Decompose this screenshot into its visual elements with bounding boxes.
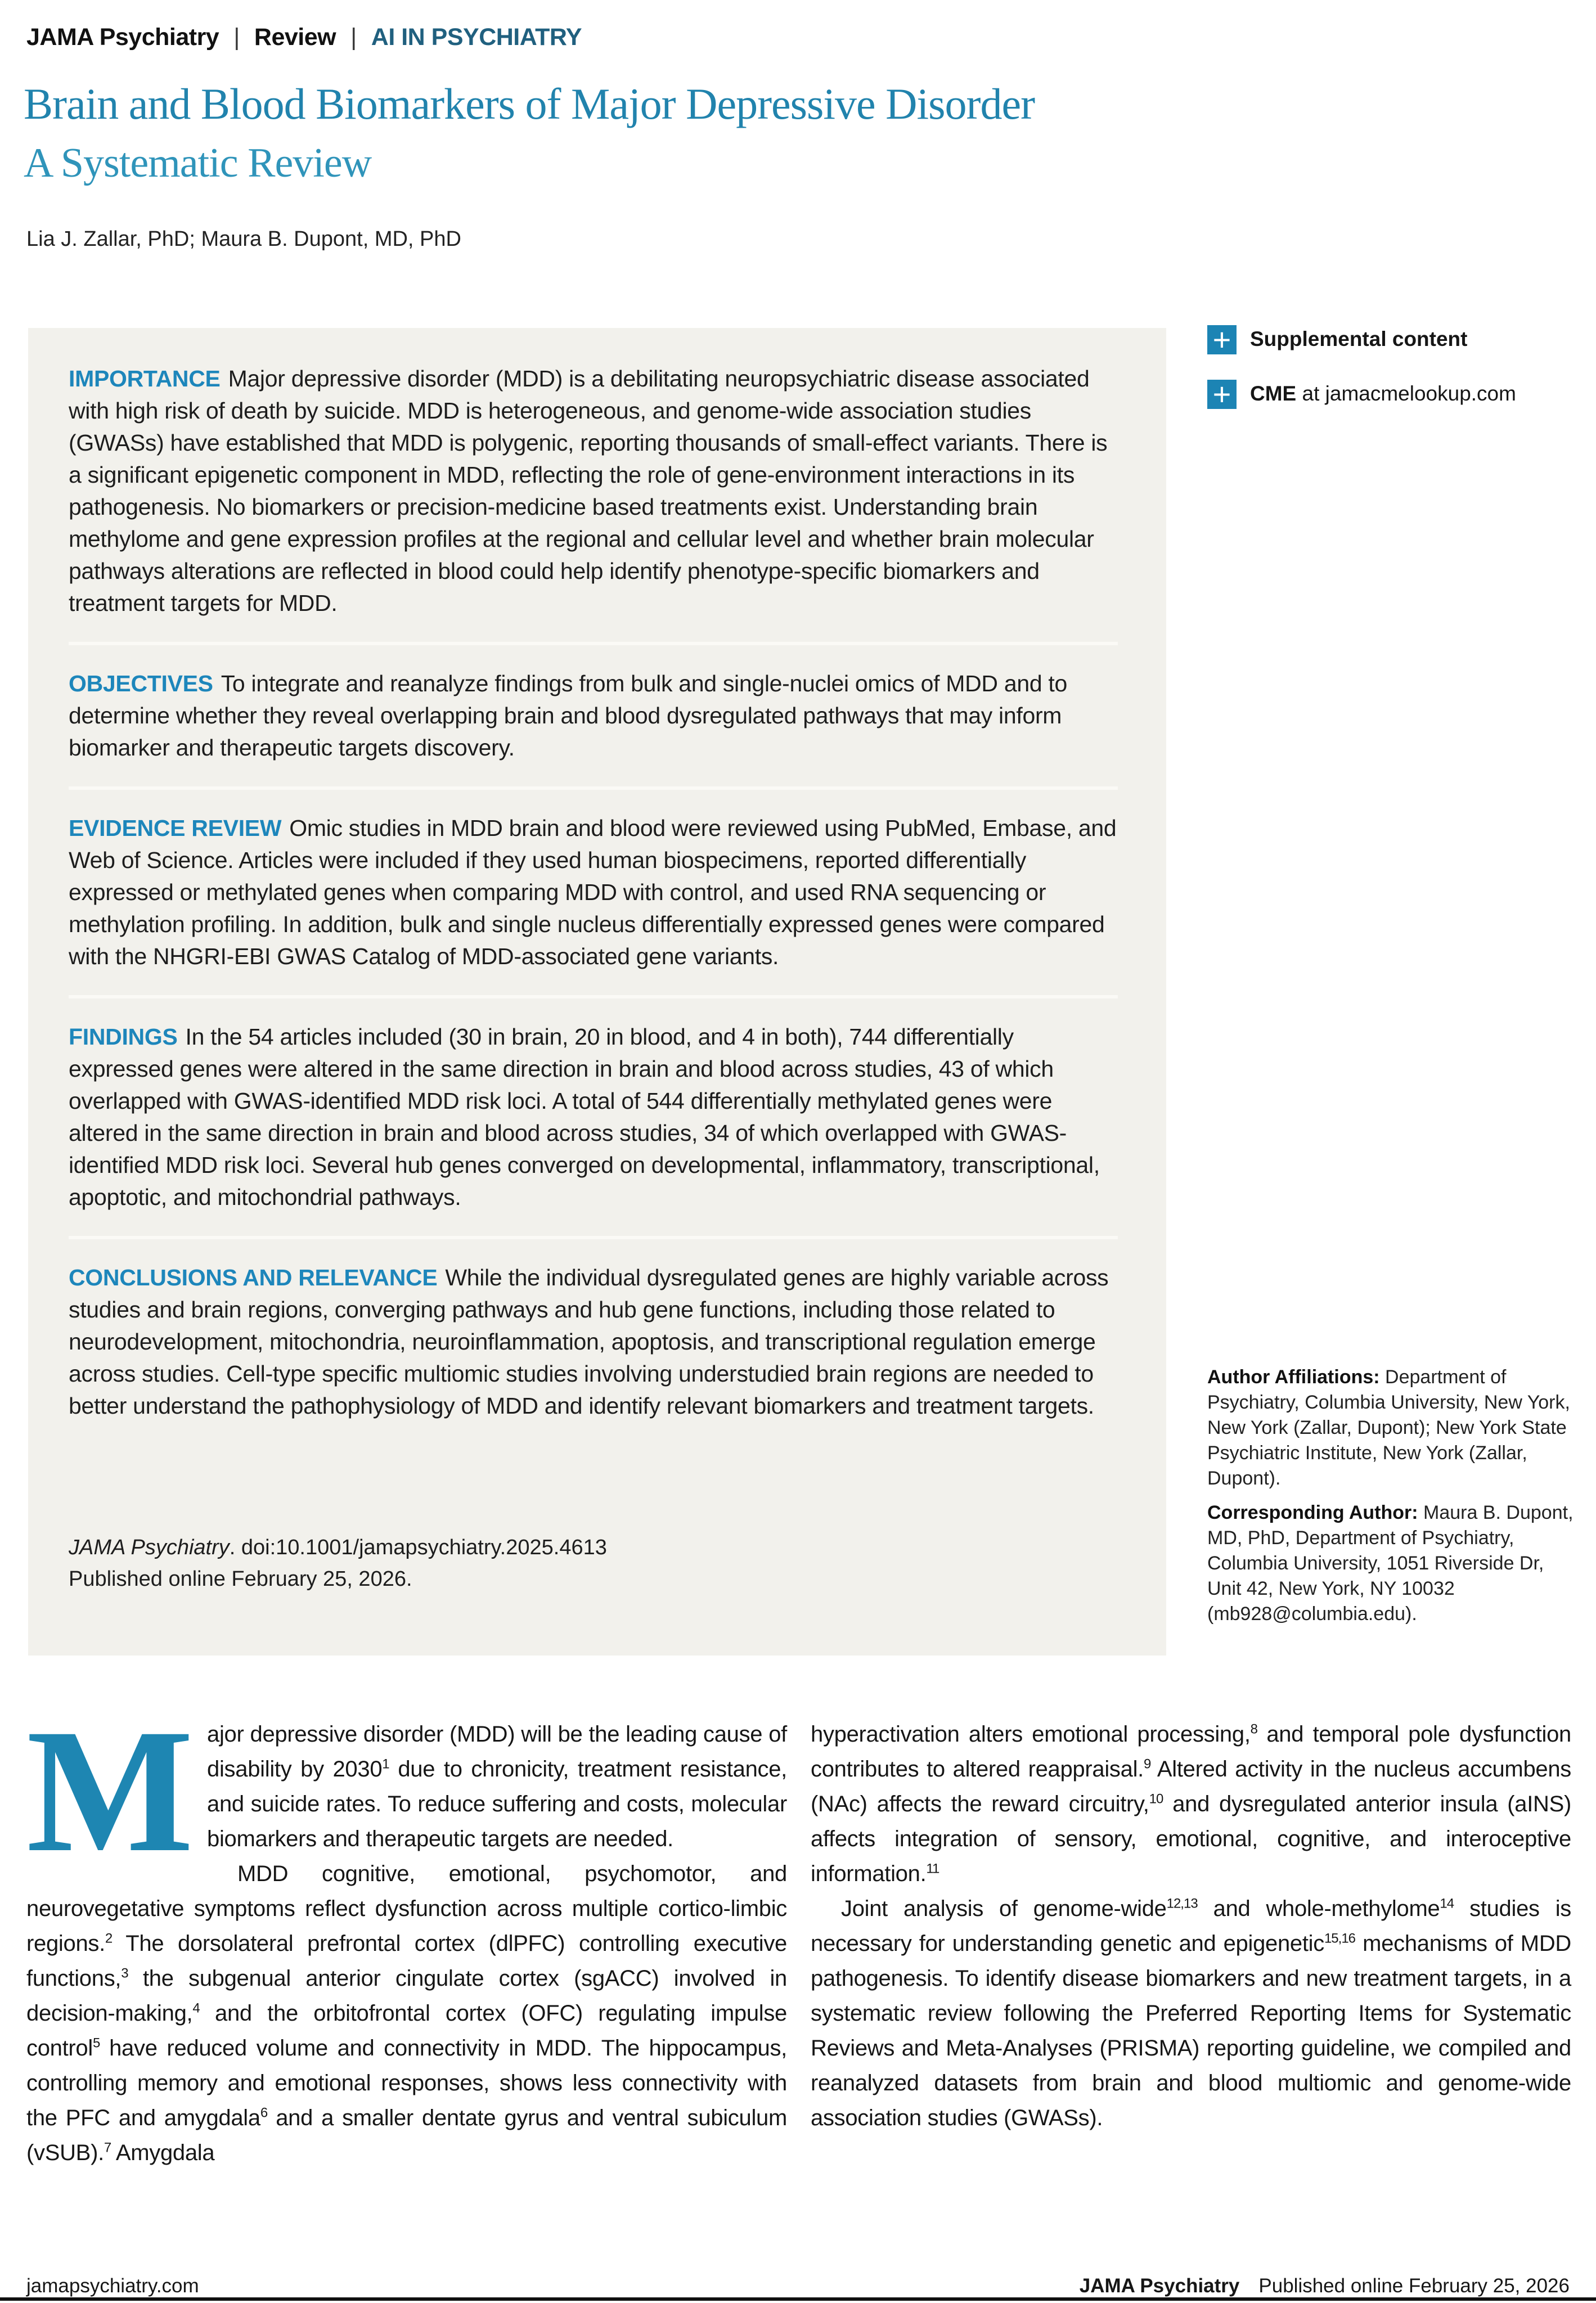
- footer-published: Published online February 25, 2026: [1258, 2275, 1570, 2297]
- abstract-section-importance: [69, 363, 1118, 619]
- abstract-section-objectives: [69, 642, 1118, 764]
- cme-rest: at jamacmelookup.com: [1296, 382, 1516, 405]
- body-column-left: [26, 1693, 787, 2170]
- abstract-section-label: EVIDENCE REVIEW: [69, 815, 282, 841]
- published-line: Published online February 25, 2026.: [69, 1567, 412, 1591]
- kicker: [26, 24, 582, 51]
- abstract-section-text: [69, 1021, 1118, 1213]
- abstract-section-body: Omic studies in MDD brain and blood were reviewed using PubMed, Embase, and Web of Science. Articles were included if they used human biospecimens, reported differentially expressed or methylated genes when comparing MDD with control, and used RNA sequencing or methylation profiling. In addition, bulk and single nucleus differentially expressed genes were compared with the NHGRI-EBI GWAS Catalog of MDD-associated gene variants.: [69, 815, 1117, 969]
- body-paragraph: hyperactivation alters emotional processing,$^8$ and temporal pole dysfunction contributes to altered reappraisal.$^9$ Altered activity in the nucleus accumbens (NAc) affects the reward circuitry,$^{10}$ and dysregulated anterior insula (aINS) affects integration of sensory, emotional, cognitive, and interoceptive information.$^{11}$: [811, 1721, 1571, 1886]
- page-bottom-rule: [0, 2297, 1596, 2301]
- footer-site-link[interactable]: jamapsychiatry.com: [26, 2275, 199, 2297]
- abstract-section-body: In the 54 articles included (30 in brain, 20 in blood, and 4 in both), 744 differentially expressed genes were altered in the same direction in brain and blood across studies, 43 of which overlapped with GWAS-identified MDD risk loci. A total of 544 differentially methylated genes were altered in the same direction in brain and blood across studies, 34 of which overlapped with GWAS-identified MDD risk loci. Several hub genes converged on developmental, inflammatory, transcriptional, apoptotic, and mitochondrial pathways.: [69, 1024, 1100, 1210]
- paragraph-text: ajor depressive disorder (MDD) will be the leading cause of disability by 2030$^1$ due to chronicity, treatment resistance, and suicide rates. To reduce suffering and costs, molecular biomarkers and therapeutic targets are needed.: [207, 1722, 787, 1851]
- cme-link[interactable]: [1207, 376, 1573, 412]
- abstract-section-evidence-review: [69, 786, 1118, 973]
- abstract-box: [28, 328, 1166, 1656]
- authors-byline: Lia J. Zallar, PhD; Maura B. Dupont, MD, PhD: [26, 227, 461, 251]
- affiliations-text: Department of Psychiatry, Columbia University, New York, New York (Zallar, Dupont); New York State Psychiatric Institute, New York (Zallar, Dupont).: [1207, 1366, 1570, 1489]
- article-title: Brain and Blood Biomarkers of Major Depressive Disorder: [24, 79, 1035, 128]
- kicker-divider: |: [350, 24, 357, 51]
- kicker-divider: |: [233, 24, 240, 51]
- supplemental-label: Supplemental content: [1250, 327, 1468, 350]
- affiliations-label: Author Affiliations:: [1207, 1366, 1380, 1388]
- plus-icon: +: [1207, 325, 1237, 354]
- body-paragraph: MDD cognitive, emotional, psychomotor, and neurovegetative symptoms reflect dysfunction across multiple cortico-limbic regions.$^2$ The dorsolateral prefrontal cortex (dlPFC) controlling executive functions,$^3$ the subgenual anterior cingulate cortex (sgACC) involved in decision-making,$^4$ and the orbitofrontal cortex (OFC) regulating impulse control$^5$ have reduced volume and connectivity in MDD. The hippocampus, controlling memory and emotional responses, shows less connectivity with the PFC and amygdala$^6$ and a smaller dentate gyrus and ventral subiculum (vSUB).$^7$ Amygdala: [26, 1861, 787, 2165]
- abstract-section-label: OBJECTIVES: [69, 671, 213, 696]
- abstract-section-findings: [69, 995, 1118, 1213]
- cme-bold: CME: [1250, 382, 1297, 405]
- article-subtitle: A Systematic Review: [24, 140, 372, 186]
- abstract-sections: [28, 328, 1166, 1422]
- corresponding-author-block: [1207, 1500, 1581, 1627]
- citation-doi: . doi:10.1001/jamapsychiatry.2025.4613: [229, 1536, 607, 1559]
- abstract-section-label: CONCLUSIONS AND RELEVANCE: [69, 1265, 438, 1290]
- supplemental-content-link[interactable]: [1207, 322, 1573, 357]
- page-footer: [26, 2275, 1570, 2297]
- abstract-section-body: Major depressive disorder (MDD) is a debilitating neuropsychiatric disease associated with high risk of death by suicide. MDD is heterogeneous, and genome-wide association studies (GWASs) have established that MDD is polygenic, reporting thousands of small-effect variants. There is a significant epigenetic component in MDD, reflecting the role of gene-environment interactions in its pathogenesis. No biomarkers or precision-medicine based treatments exist. Understanding brain methylome and gene expression profiles at the regional and cellular level and whether brain molecular pathways alterations are reflected in blood could help identify phenotype-specific biomarkers and treatment targets for MDD.: [69, 366, 1108, 616]
- plus-icon: +: [1207, 380, 1237, 409]
- abstract-section-conclusions: [69, 1236, 1118, 1422]
- kicker-collection: AI IN PSYCHIATRY: [371, 24, 582, 51]
- abstract-section-label: IMPORTANCE: [69, 366, 221, 392]
- abstract-section-body: While the individual dysregulated genes are highly variable across studies and brain regions, converging pathways and hub gene functions, including those related to neurodevelopment, mitochondria, neuroinflammation, apoptosis, and transcriptional regulation emerge across studies. Cell-type specific multiomic studies involving understudied brain regions are needed to better understand the pathophysiology of MDD and identify relevant biomarkers and treatment targets.: [69, 1265, 1109, 1419]
- abstract-section-body: To integrate and reanalyze findings from bulk and single-nuclei omics of MDD and to determine whether they reveal overlapping brain and blood dysregulated pathways that may inform biomarker and therapeutic targets discovery.: [69, 671, 1068, 761]
- corresponding-text: Maura B. Dupont, MD, PhD, Department of Psychiatry, Columbia University, 1051 Riverside Dr, Unit 42, New York, NY 10032 (mb928@columbia.edu).: [1207, 1502, 1573, 1625]
- drop-cap: M: [26, 1693, 194, 1889]
- abstract-section-label: FINDINGS: [69, 1024, 178, 1050]
- abstract-section-text: [69, 1262, 1118, 1422]
- abstract-section-text: [69, 363, 1118, 619]
- body-paragraph: [26, 1693, 787, 1889]
- citation-line: [69, 1532, 607, 1563]
- body-paragraph: Joint analysis of genome-wide$^{12,13}$ and whole-methylome$^{14}$ studies is necessary for understanding genetic and epigenetic$^{15,16}$ mechanisms of MDD pathogenesis. To identify disease biomarkers and new treatment targets, in a systematic review following the Preferred Reporting Items for Systematic Reviews and Meta-Analyses (PRISMA) reporting guideline, we compiled and reanalyzed datasets from brain and blood multiomic and genome-wide association studies (GWASs).: [811, 1896, 1571, 2130]
- citation-block: [69, 1532, 607, 1595]
- abstract-section-text: [69, 812, 1118, 973]
- corresponding-label: Corresponding Author:: [1207, 1502, 1418, 1523]
- citation-journal: JAMA Psychiatry: [69, 1536, 230, 1559]
- sidebar: [1207, 322, 1573, 434]
- kicker-category: Review: [254, 24, 336, 51]
- body-column-right: [811, 1717, 1571, 2135]
- footer-citation: [1080, 2275, 1570, 2297]
- cme-label: [1250, 379, 1516, 408]
- affiliations-block: [1207, 1365, 1581, 1491]
- abstract-section-text: [69, 668, 1118, 764]
- author-information: [1207, 1365, 1581, 1627]
- footer-journal: JAMA Psychiatry: [1079, 2275, 1240, 2297]
- kicker-journal: JAMA Psychiatry: [26, 24, 219, 51]
